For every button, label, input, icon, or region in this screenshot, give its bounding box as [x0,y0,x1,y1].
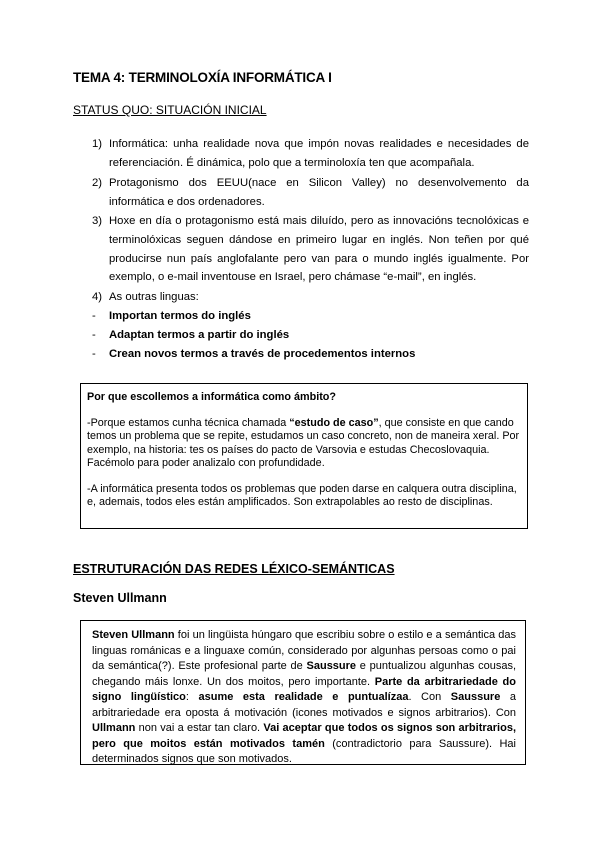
list-item: Informática: unha realidade nova que impón novas realidades e necesidades de referenciación. É dinámica, polo que a terminoloxía ten que acompañala. [109,138,529,169]
bullet-dash: - [92,310,96,322]
text-span: a arbitrariedade era oposta á motivación (icones motivados e signos arbitrarios). Con [92,691,516,719]
bullet-item: Adaptan termos a partir do inglés [109,329,290,341]
section-heading: ESTRUTURACIÓN DAS REDES LÉXICO-SEMÁNTICAS [73,562,395,576]
box-paragraph: -A informática presenta todos os problemas que poden darse en calquera outra disciplina, e, ademais, todos eles están amplificados. Son extrapolables ao resto de disciplinas. [87,483,517,509]
info-box-why-informatics [80,383,528,529]
bold-term: Saussure [450,691,501,703]
list-number: 1) [92,138,103,150]
text-span: -Porque estamos cunha técnica chamada [87,417,290,430]
bold-term: asume esta realidade e puntualízaa [198,691,409,703]
text-span: foi un lingüista húngaro que escribiu sobre o estilo e a semántica das linguas románicas e a linguaxe común, considerado por algunhas persoas como o pai da semántica(?). Este profesional parte de [92,629,516,672]
bold-term: Ullmann [92,722,136,734]
list-item: Protagonismo dos EEUU(nace en Silicon Valley) no desenvolvemento da informática e dos ordenadores. [109,177,529,208]
text-span: , que consiste en que cando temos un problema que se repite, estudamos un caso concreto, non de maneira xeral. Por exemplo, na historia: tes os países do pacto de Varsovia e estudas Checoslovaquia. Facémolo para poder analizalo con profundidade. [87,417,520,469]
page-title: TEMA 4: TERMINOLOXÍA INFORMÁTICA I [73,70,332,85]
bold-term: Vai aceptar que todos os signos son arbitrarios, pero que moitos están motivados tamén [92,722,516,750]
info-box-ullmann [80,620,526,765]
text-span: : [185,691,199,703]
bullet-dash: - [92,348,96,360]
text-span: non vai a estar tan claro. [135,722,264,734]
bold-term: Parte da arbitrariedade do signo lingüístico [92,675,516,703]
list-item: Hoxe en día o protagonismo está mais diluído, pero as innovacións tecnolóxicas e terminolóxicas seguen dándose en primeiro lugar en inglés. Non teñen por qué producirse nun país anglofalante pero van para o mundo inglés igualmente. Por exemplo, o e-mail inventouse en Israel, pero chámase “e-mail”, en inglés. [109,215,529,284]
box-heading: Por que escollemos a informática como ámbito? [87,391,336,403]
bullet-item: Crean novos termos a través de procedementos internos [109,348,416,360]
box-paragraph [87,417,520,470]
list-number: 2) [92,177,103,189]
section-subtitle: STATUS QUO: SITUACIÓN INICIAL [73,103,267,117]
bold-term: Steven Ullmann [92,629,175,641]
list-item: As outras linguas: [109,291,199,303]
list-number: 3) [92,215,103,227]
list-number: 4) [92,291,103,303]
text-span: (contradictorio para Saussure). Hai determinados signos que son motivados. [92,737,516,765]
text-span: e puntualizou algunhas cousas, chegando máis lonxe. Un dos moitos, pero importante. [92,660,516,688]
bold-term: Saussure [306,660,357,672]
bullet-dash: - [92,329,96,341]
bold-term: “estudo de caso” [289,417,379,430]
section-subheading: Steven Ullmann [73,591,167,605]
text-span: . Con [408,691,451,703]
bullet-item: Importan termos do inglés [109,310,251,322]
